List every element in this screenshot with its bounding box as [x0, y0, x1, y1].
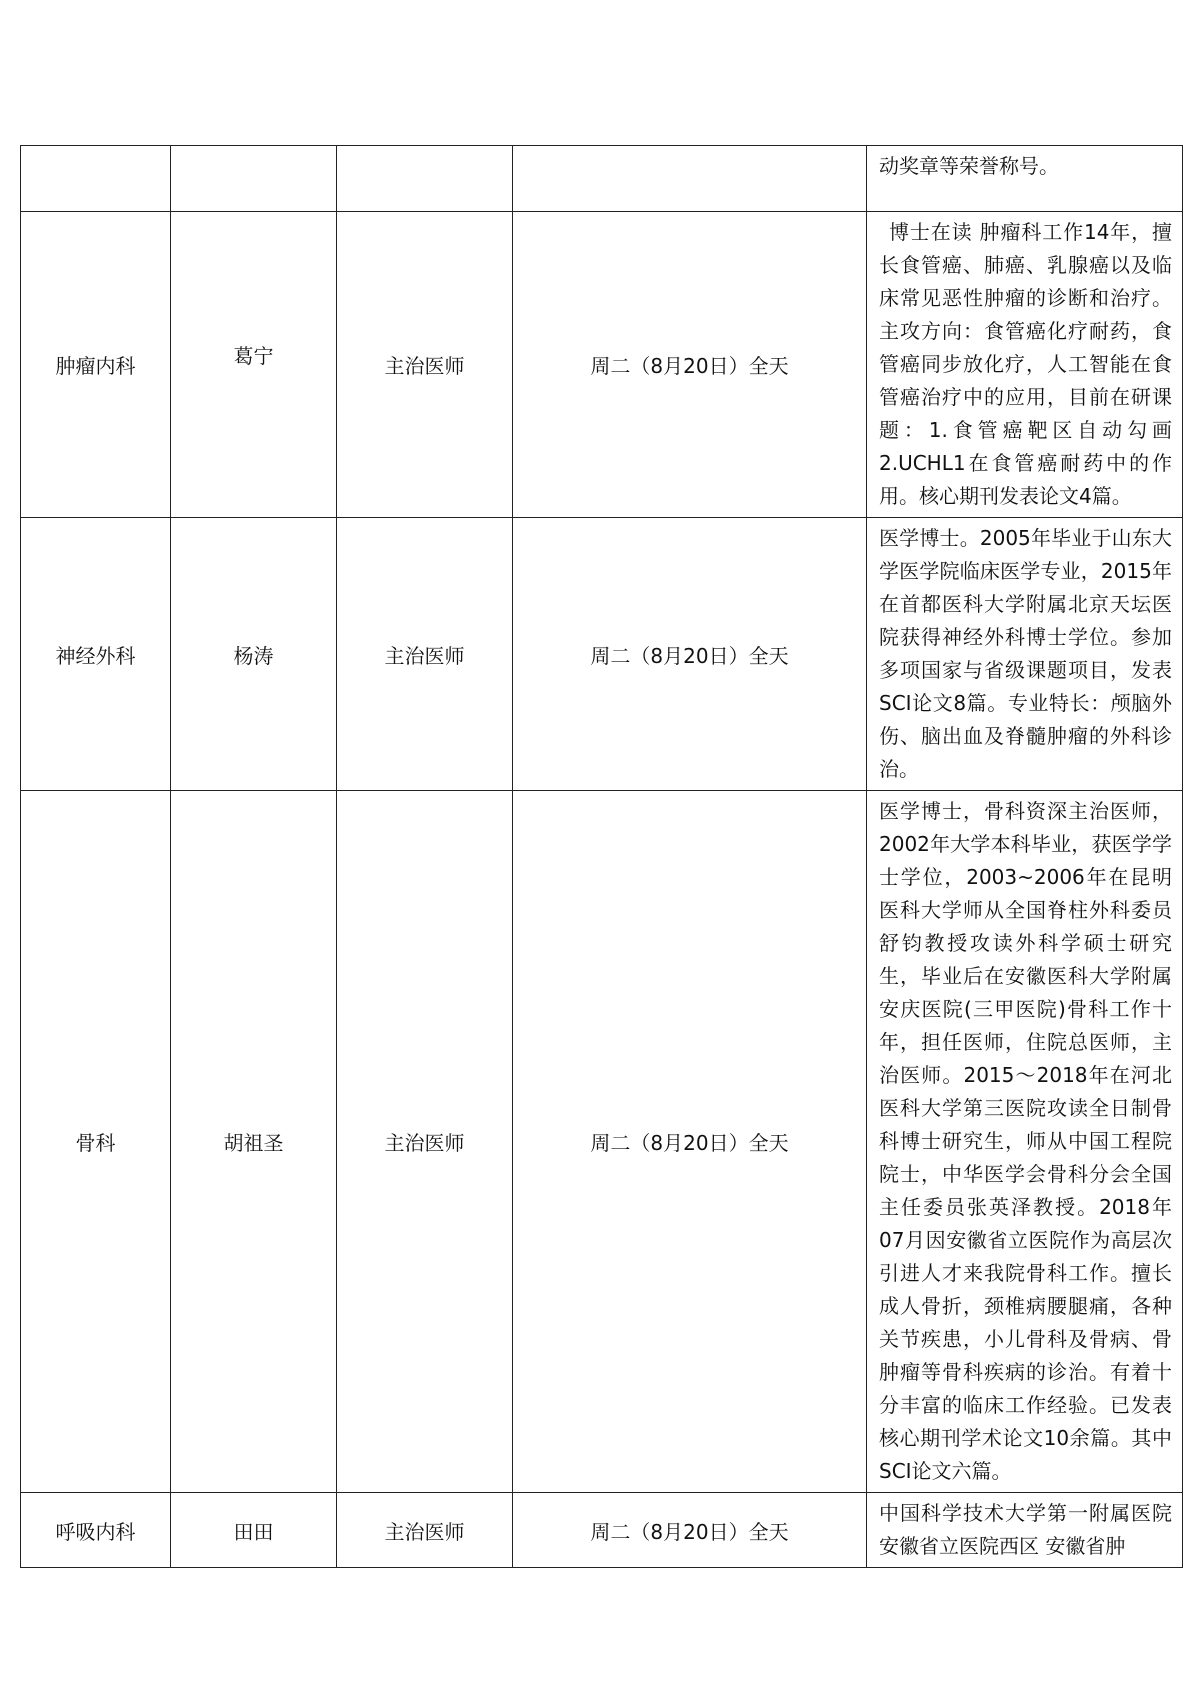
bio-cell: 动奖章等荣誉称号。 [867, 146, 1183, 212]
department-cell: 呼吸内科 [21, 1493, 171, 1568]
doctor-schedule-table [20, 145, 1183, 1568]
department-cell [21, 146, 171, 212]
schedule-cell: 周二（8月20日）全天 [513, 791, 867, 1493]
bio-cell: 医学博士，骨科资深主治医师，2002年大学本科毕业，获医学学士学位，2003~2006年在昆明医科大学师从全国脊柱外科委员舒钧教授攻读外科学硕士研究生，毕业后在安徽医科大学附属安庆医院(三甲医院)骨科工作十年，担任医师，住院总医师，主治医师。2015～2018年在河北医科大学第三医院攻读全日制骨科博士研究生，师从中国工程院院士，中华医学会骨科分会全国主任委员张英泽教授。2018年07月因安徽省立医院作为高层次引进人才来我院骨科工作。擅长成人骨折，颈椎病腰腿痛，各种关节疾患，小儿骨科及骨病、骨肿瘤等骨科疾病的诊治。有着十分丰富的临床工作经验。已发表核心期刊学术论文10余篇。其中SCI论文六篇。 [867, 791, 1183, 1493]
doctor-name-cell [171, 212, 337, 518]
title-cell: 主治医师 [337, 791, 513, 1493]
schedule-cell: 周二（8月20日）全天 [513, 1493, 867, 1568]
doctor-name-cell: 胡祖圣 [171, 791, 337, 1493]
title-cell: 主治医师 [337, 212, 513, 518]
table-row [21, 518, 1183, 791]
department-cell: 骨科 [21, 791, 171, 1493]
schedule-cell: 周二（8月20日）全天 [513, 212, 867, 518]
table-row [21, 146, 1183, 212]
title-cell [337, 146, 513, 212]
department-cell: 肿瘤内科 [21, 212, 171, 518]
doctor-name: 葛宁 [233, 344, 274, 368]
department-cell: 神经外科 [21, 518, 171, 791]
table-row [21, 212, 1183, 518]
bio-cell: 中国科学技术大学第一附属医院安徽省立医院西区 安徽省肿 [867, 1493, 1183, 1568]
title-cell: 主治医师 [337, 518, 513, 791]
schedule-cell: 周二（8月20日）全天 [513, 518, 867, 791]
doctor-name-cell [171, 146, 337, 212]
bio-cell [867, 212, 1183, 518]
doctor-name-cell: 田田 [171, 1493, 337, 1568]
title-cell: 主治医师 [337, 1493, 513, 1568]
doctor-name-cell: 杨涛 [171, 518, 337, 791]
table-row [21, 791, 1183, 1493]
schedule-cell [513, 146, 867, 212]
table-row [21, 1493, 1183, 1568]
bio-cell: 医学博士。2005年毕业于山东大学医学院临床医学专业，2015年在首都医科大学附属北京天坛医院获得神经外科博士学位。参加多项国家与省级课题项目，发表SCI论文8篇。专业特长：颅脑外伤、脑出血及脊髓肿瘤的外科诊治。 [867, 518, 1183, 791]
bio-text: 博士在读 肿瘤科工作14年，擅长食管癌、肺癌、乳腺癌以及临床常见恶性肿瘤的诊断和治疗。主攻方向：食管癌化疗耐药，食管癌同步放化疗，人工智能在食管癌治疗中的应用，目前在研课题：1.食管癌靶区自动勾画 2.UCHL1在食管癌耐药中的作用。核心期刊发表论文4篇。 [879, 220, 1172, 508]
